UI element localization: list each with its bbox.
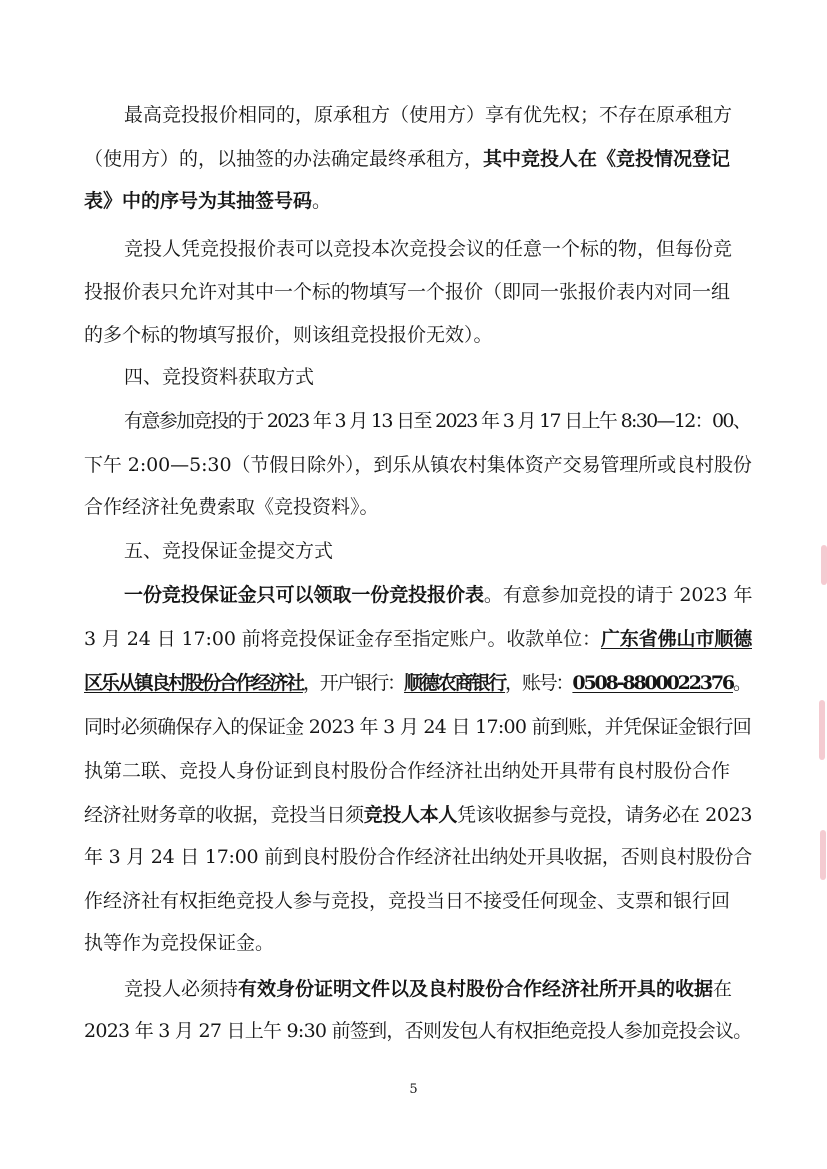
text-segment: 同时必须确保存入的保证金 2023 年 3 月 24 日 17:00 前到账，并凭保证金银行回: [84, 716, 751, 738]
text-segment: 执等作为竞投保证金。: [84, 932, 275, 954]
section-heading: [124, 360, 752, 394]
text-segment: 0508-8800022376: [572, 672, 733, 694]
text-line: [84, 798, 752, 832]
page-number: 5: [409, 1082, 418, 1097]
text-segment: 投报价表只允许对其中一个标的物填写一个报价（即同一张报价表内对同一组: [84, 281, 731, 303]
text-line: [84, 1014, 752, 1048]
text-line: [84, 184, 752, 218]
text-line: [84, 275, 752, 309]
text-segment: 广东省佛山市顺德: [600, 628, 752, 650]
text-segment: 在: [713, 978, 733, 1000]
text-segment: 的多个标的物填写报价，则该组竞投报价无效）。: [84, 324, 493, 346]
section-heading: [124, 534, 752, 568]
text-segment: 五、竞投保证金提交方式: [124, 540, 334, 562]
text-line: [84, 448, 752, 482]
text-segment: 顺德农商银行: [403, 672, 506, 694]
text-segment: 最高竞投报价相同的，原承租方（使用方）享有优先权；不存在原承租方: [124, 104, 733, 126]
text-segment: 经济社财务章的收据，竞投当日须: [84, 804, 364, 826]
text-line: [84, 490, 752, 524]
text-segment: 区乐从镇良村股份合作经济社: [84, 672, 303, 694]
text-line: [124, 404, 752, 438]
text-segment: ，开户银行：: [302, 672, 404, 694]
text-segment: 。: [733, 672, 750, 694]
text-line: [124, 578, 752, 612]
text-segment: 竞投人本人: [363, 804, 457, 826]
text-segment: 年 3 月 24 日 17:00 前到良村股份合作经济社出纳处开具收据，否则良村股份合: [84, 846, 752, 868]
text-segment: 四、竞投资料获取方式: [124, 366, 315, 388]
text-line: [124, 972, 752, 1006]
text-segment: 。有意参加竞投的请于 2023 年: [483, 584, 752, 606]
text-segment: 凭该收据参与竞投，请务必在 2023: [456, 804, 752, 826]
text-line: [84, 622, 752, 656]
text-segment: 合作经济社免费索取《竞投资料》。: [84, 496, 379, 518]
stamp-mark: [819, 700, 825, 760]
text-segment: 有意参加竞投的于 2023 年 3 月 13 日至 2023 年 3 月 17 日上午 8:30—12：00、: [124, 410, 751, 432]
stamp-mark: [820, 830, 826, 880]
text-line: [84, 754, 752, 788]
text-segment: 其中竞投人在《竞投情况登记: [483, 148, 731, 170]
text-segment: 。: [312, 190, 332, 212]
text-segment: （使用方）的，以抽签的办法确定最终承租方，: [84, 148, 484, 170]
text-line: [84, 318, 752, 352]
text-line: [84, 142, 752, 176]
text-line: [84, 926, 752, 960]
text-segment: 竞投人必须持: [124, 978, 239, 1000]
text-line: [84, 666, 752, 700]
text-segment: 表》中的序号为其抽签号码: [84, 190, 313, 212]
text-segment: 作经济社有权拒绝竞投人参与竞投，竞投当日不接受任何现金、支票和银行回: [84, 890, 731, 912]
text-segment: 有效身份证明文件以及良村股份合作经济社所开具的收据: [238, 978, 714, 1000]
stamp-mark: [821, 545, 827, 585]
text-line: [124, 98, 752, 132]
text-segment: 3 月 24 日 17:00 前将竞投保证金存至指定账户。收款单位：: [84, 628, 601, 650]
text-segment: ，账号：: [505, 672, 573, 694]
text-segment: 2023 年 3 月 27 日上午 9:30 前签到，否则发包人有权拒绝竞投人参加竞投会议。: [84, 1020, 752, 1042]
text-segment: 一份竞投保证金只可以领取一份竞投报价表: [124, 584, 484, 606]
text-segment: 竞投人凭竞投报价表可以竞投本次竞投会议的任意一个标的物，但每份竞: [124, 238, 733, 260]
text-segment: 执第二联、竞投人身份证到良村股份合作经济社出纳处开具带有良村股份合作: [84, 760, 731, 782]
text-line: [84, 710, 752, 744]
text-line: [124, 232, 752, 266]
text-line: [84, 884, 752, 918]
text-segment: 下午 2:00—5:30（节假日除外），到乐从镇农村集体资产交易管理所或良村股份: [84, 454, 752, 476]
text-line: [84, 840, 752, 874]
